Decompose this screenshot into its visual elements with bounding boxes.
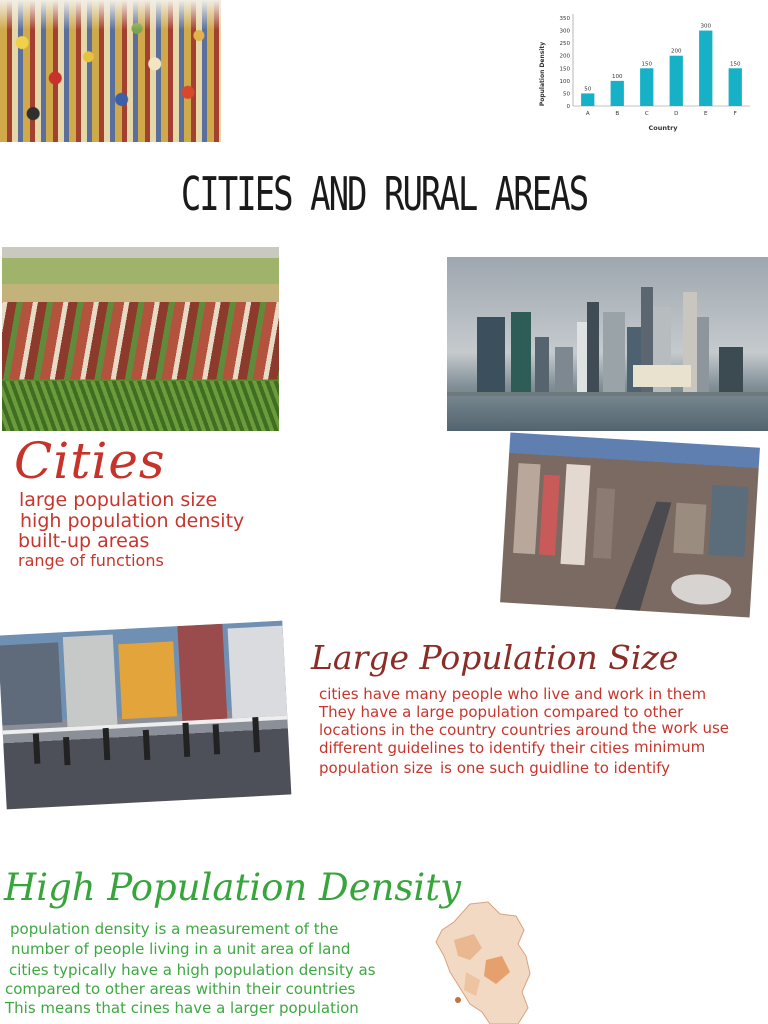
chart-bar <box>670 56 683 106</box>
chart-y-tick-label: 50 <box>563 91 570 98</box>
chart-y-axis-label: Population Density <box>539 41 546 107</box>
paragraph-line: the work use <box>632 719 730 737</box>
list-item: high population density <box>20 510 245 532</box>
paragraph-line: cities typically have a high population density as <box>9 961 376 979</box>
crowd-photo <box>0 0 221 142</box>
chart-x-tick-label: B <box>615 111 620 117</box>
chart-y-tick-label: 150 <box>559 66 570 73</box>
chart-data-label: 100 <box>612 73 623 80</box>
large-population-size-heading: Large Population Size <box>311 638 679 677</box>
chart-x-axis-label: Country <box>648 124 678 132</box>
paragraph-line: This means that cines have a larger population <box>5 999 359 1017</box>
paragraph-line: different guidelines to identify their cities <box>319 739 630 757</box>
chart-x-tick-label: C <box>644 111 649 117</box>
chart-y-tick-label: 300 <box>559 28 570 35</box>
paragraph-line: minimum <box>634 738 706 756</box>
paragraph-line: population density is a measurement of the <box>10 920 339 938</box>
chart-y-tick-label: 250 <box>559 41 570 48</box>
street-crossing-photo <box>0 621 291 810</box>
chart-x-tick-label: E <box>704 111 708 117</box>
paragraph-line: They have a large population compared to other <box>319 703 684 721</box>
paragraph-line: number of people living in a unit area of land <box>11 940 351 958</box>
chart-data-label: 150 <box>730 61 741 68</box>
list-item: built-up areas <box>18 530 150 552</box>
chart-y-tick-label: 0 <box>566 104 570 110</box>
paragraph-line: population size <box>319 759 433 777</box>
paragraph-line: is one such guidline to identify <box>440 759 671 777</box>
chart-data-label: 200 <box>671 48 682 55</box>
population-density-bar-chart <box>535 6 760 138</box>
chart-bar <box>729 68 742 106</box>
street-scene <box>0 621 291 810</box>
aerial-city-photo <box>500 433 760 618</box>
chart-x-tick-label: D <box>674 111 679 117</box>
high-population-density-heading: High Population Density <box>4 866 462 909</box>
village-photo <box>2 247 279 431</box>
skyline-buildings <box>447 257 768 431</box>
paragraph-line: cities have many people who live and work in them <box>319 685 707 703</box>
chart-y-tick-label: 100 <box>559 78 570 85</box>
chart-y-tick-label: 200 <box>559 53 570 60</box>
chart-y-tick-label: 350 <box>559 16 570 22</box>
chart-bar <box>699 31 712 106</box>
city-skyline-photo <box>447 257 768 431</box>
page-title: CITIES AND RURAL AREAS <box>180 168 588 222</box>
chart-x-tick-label: F <box>733 111 737 117</box>
chart-bar <box>611 81 624 106</box>
chart-bar <box>640 68 653 106</box>
paragraph-line: locations in the country countries around <box>319 721 629 739</box>
chart-bar <box>581 93 594 106</box>
chart-bars <box>581 31 742 106</box>
aerial-buildings <box>500 433 760 618</box>
chart-data-label: 50 <box>584 86 592 93</box>
cities-heading: Cities <box>14 432 166 490</box>
chart-x-tick-label: A <box>585 111 590 117</box>
chart-labels <box>584 24 741 117</box>
list-item: range of functions <box>18 551 164 570</box>
paragraph-line: compared to other areas within their countries <box>5 980 356 998</box>
chart-data-label: 300 <box>700 23 711 30</box>
list-item: large population size <box>19 489 218 511</box>
population-map-image <box>430 900 540 1024</box>
chart-data-label: 150 <box>641 61 652 68</box>
